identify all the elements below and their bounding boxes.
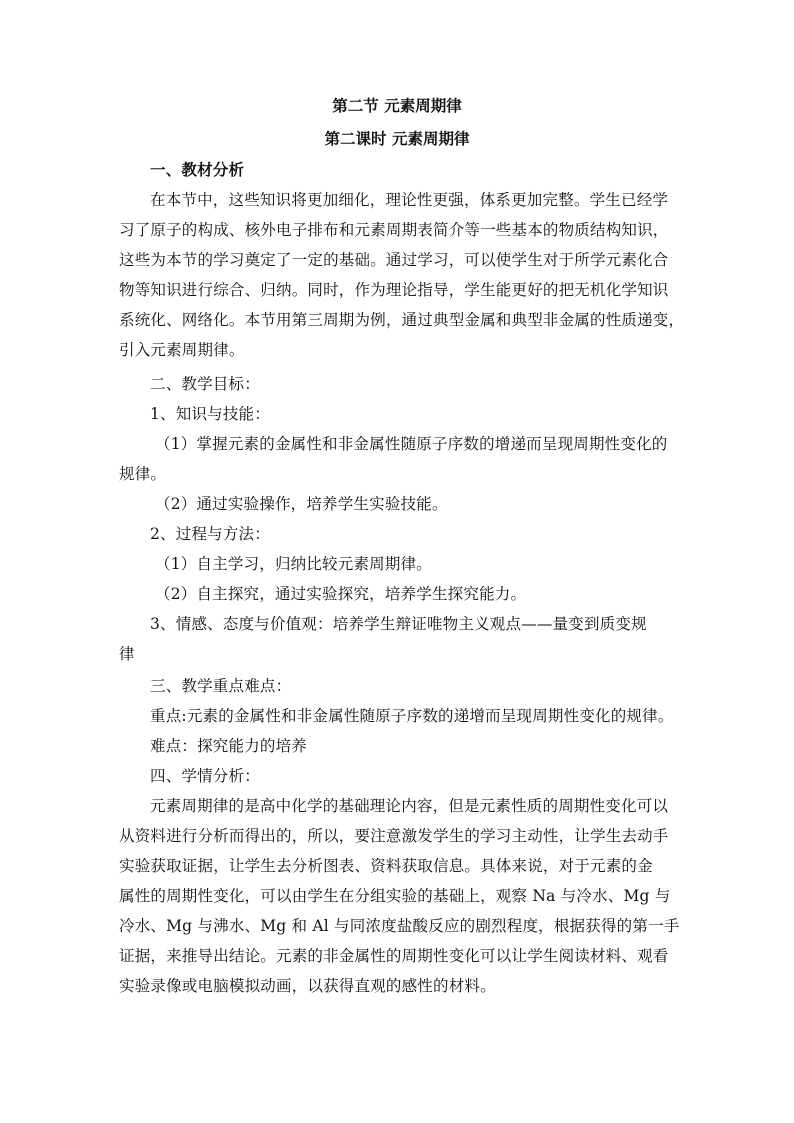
heading-teaching-goals: 二、教学目标： — [150, 375, 260, 393]
key-point: 重点:元素的金属性和非金属性随原子序数的递增而呈现周期性变化的规律。 — [150, 707, 674, 725]
lesson-title: 第二课时 元素周期律 — [324, 129, 470, 148]
goal-item: （1）掌握元素的金属性和非金属性随原子序数的增递而呈现周期性变化的 — [155, 435, 668, 453]
goal-item: （1）自主学习，归纳比较元素周期律。 — [155, 555, 432, 573]
paragraph-line: 实验录像或电脑模拟动画，以获得直观的感性的材料。 — [119, 977, 496, 995]
goal-item-continued: 规律。 — [119, 465, 167, 483]
paragraph-line: 物等知识进行综合、归纳。同时，作为理论指导，学生能更好的把无机化学知识 — [119, 281, 669, 299]
paragraph-line: 证据，来推导出结论。元素的非金属性的周期性变化可以让学生阅读材料、观看 — [119, 947, 669, 965]
heading-student-analysis: 四、学情分析： — [150, 767, 260, 785]
paragraph-line: 从资料进行分析而得出的，所以，要注意激发学生的学习主动性，让学生去动手 — [119, 827, 669, 845]
paragraph-line: 这些为本节的学习奠定了一定的基础。通过学习，可以使学生对于所学元素化合 — [119, 251, 669, 269]
heading-textbook-analysis: 一、教材分析 — [150, 160, 245, 179]
goal-emotion: 3、情感、态度与价值观：培养学生辩证唯物主义观点——量变到质变规 — [150, 615, 647, 633]
goal-knowledge-heading: 1、知识与技能： — [150, 405, 270, 423]
document-body — [119, 155, 685, 1001]
goal-emotion-continued: 律 — [119, 645, 135, 663]
paragraph-line: 实验获取证据，让学生去分析图表、资料获取信息。具体来说，对于元素的金 — [119, 857, 653, 875]
goal-item: （2）通过实验操作，培养学生实验技能。 — [155, 495, 448, 513]
paragraph-line: 属性的周期性变化，可以由学生在分组实验的基础上，观察 Na 与冷水、Mg 与 — [119, 887, 671, 905]
paragraph-line: 元素周期律的是高中化学的基础理论内容，但是元素性质的周期性变化可以 — [150, 797, 669, 815]
paragraph-line: 冷水、Mg 与沸水、Mg 和 Al 与同浓度盐酸反应的剧烈程度，根据获得的第一手 — [119, 917, 680, 935]
paragraph-line: 在本节中，这些知识将更加细化，理论性更强，体系更加完整。学生已经学 — [150, 191, 669, 209]
paragraph-line: 系统化、网络化。本节用第三周期为例，通过典型金属和典型非金属的性质递变， — [119, 311, 685, 329]
section-title: 第二节 元素周期律 — [332, 96, 462, 115]
heading-key-points: 三、教学重点难点： — [150, 677, 292, 695]
goal-process-heading: 2、过程与方法： — [150, 525, 270, 543]
difficulty-point: 难点：探究能力的培养 — [150, 737, 308, 755]
paragraph-line: 习了原子的构成、核外电子排布和元素周期表简介等一些基本的物质结构知识， — [119, 221, 669, 239]
goal-item: （2）自主探究，通过实验探究，培养学生探究能力。 — [155, 585, 527, 603]
paragraph-line: 引入元素周期律。 — [119, 341, 245, 359]
